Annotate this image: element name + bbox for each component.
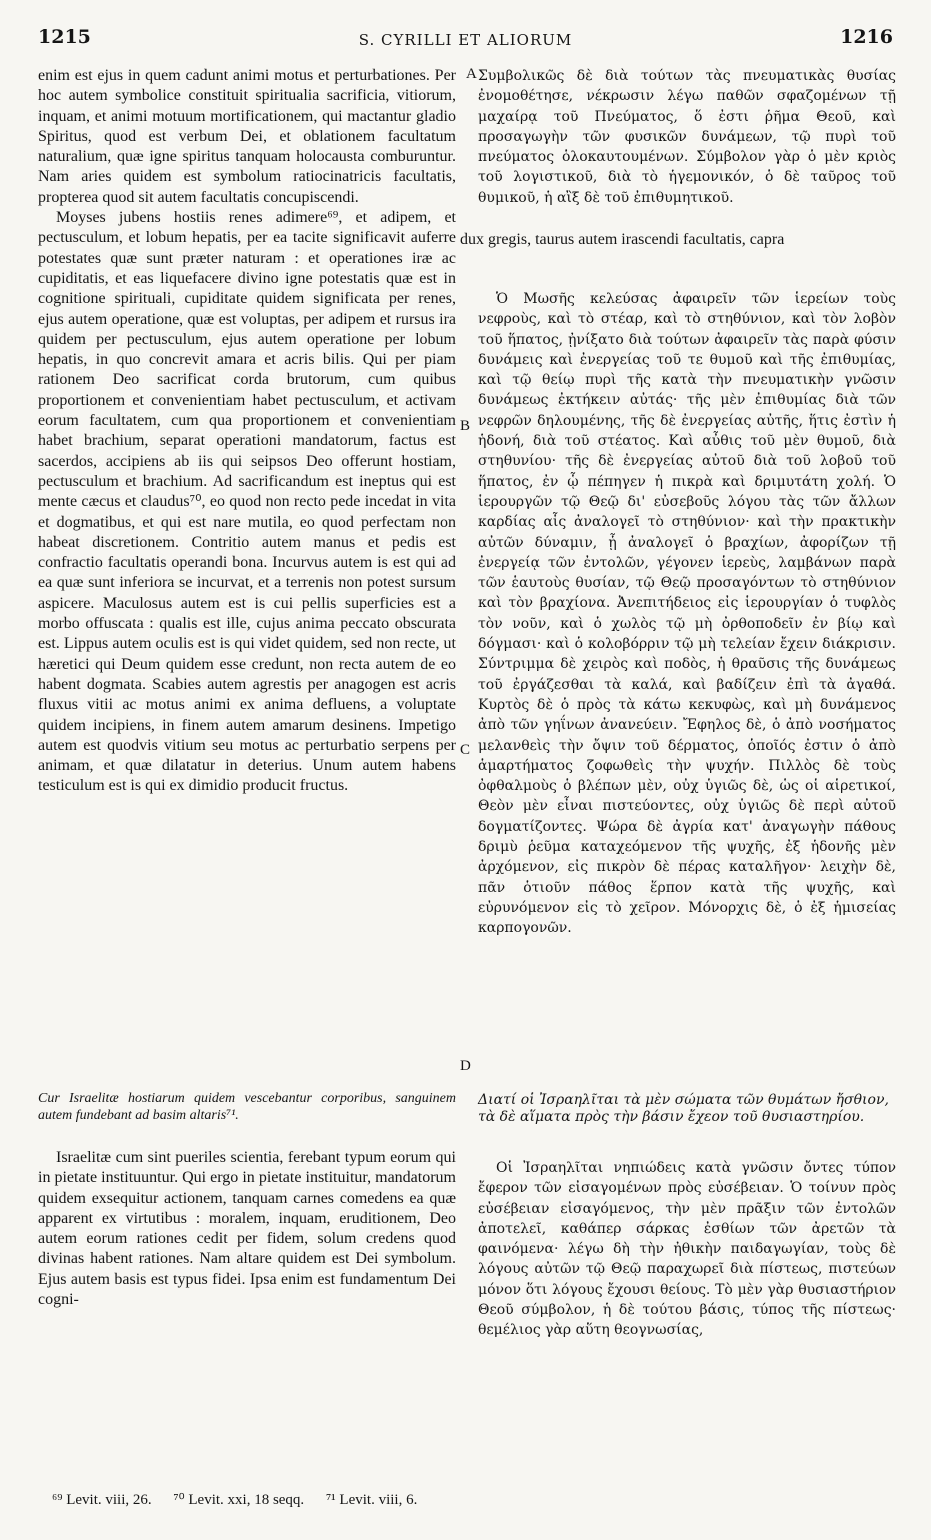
page-number-right: 1216 [840,26,893,48]
page-header [0,0,931,48]
margin-letter-b: B [460,418,471,434]
footnote: ⁷⁰ Levit. xxi, 18 seqq. [173,1492,305,1508]
greek-paragraph-1: Συμβολικῶς δὲ διὰ τούτων τὰς πνευματικὰς θυσίας ἐνομοθέτησε, νέκρωσιν λέγω παθῶν σφαζομένων τῇ μαχαίρᾳ τοῦ Πνεύματος, ὅ ἐστι ῥῆμα Θεοῦ, καὶ προσαγωγὴν τῶν φυσικῶν δυνάμεων, τῷ πυρὶ τοῦ πνεύματος ὁλοκαυτουμένων. Σύμβολον γὰρ ὁ μὲν κριὸς τοῦ λογιστικοῦ, διὰ τὸ ἡγεμονικόν, ὁ δὲ ταῦρος τοῦ θυμικοῦ, ἡ αἲξ δὲ τοῦ ἐπιθυμητικοῦ. [478,68,896,206]
page-number-left: 1215 [38,26,91,48]
margin-letter-a: A [466,66,477,82]
footnotes [52,1490,902,1509]
latin-section-heading: Cur Israelitæ hostiarum quidem vescebantur corporibus, sanguinem autem fundebant ad basim altaris⁷¹. [38,1091,456,1123]
greek-column [460,66,896,1076]
margin-letter-d: D [460,1058,471,1074]
margin-letter-c: C [460,742,471,758]
latin-paragraph-1: enim est ejus in quem cadunt animi motus et perturbationes. Per hoc autem symbolice constituit spiritualia sacrificia, vitiorum, inquam, et animi motuum mortificationem, qui mactantur gladio Spiritus, quod est verbum Dei, et oblationem facultatum naturalium, quæ igne spiritus tanquam holocausta comburuntur. Nam aries quidem est symbolum ratiocinatricis facultatis, propterea quod sit autem facultatis concupiscendi. [38,67,456,206]
greek-section-heading: Διατί οἱ Ἰσραηλῖται τὰ μὲν σώματα τῶν θυμάτων ἤσθιον, τὰ δὲ αἵματα πρὸς τὴν βάσιν ἔχεον τοῦ θυσιαστηρίου. [478,1092,889,1125]
latin-paragraph-2: Moyses jubens hostiis renes adimere⁶⁹, et adipem, et pectusculum, et lobum hepatis, per ea tacite significavit auferre potestates quæ sunt præter naturam : et operationes iræ ac cupiditatis, et eas liquefacere divino igne potestatis quæ est in cognitione spirituali, cupiditate quidem significata per renes, ejus autem operatione, quæ est voluptas, per adipem et rursus ira quidem per pectusculum, ejus autem operatione per lobum hepatis, in quo concrevit amara et acris bilis. Qui per piam rationem Deo sacrificat corda brutorum, cum quibus proportionem et convenientiam habet pectusculum, et activam eorum facultatem, cum qua proportionem et convenientiam habet brachium, separat operationi mandatorum, factus est sacerdos, accipiens ab iis qui seipsos Deo offerunt hostiam, pectusculum et brachium. Ad sacrificandum est ineptus qui est mente cæcus et claudus⁷⁰, eo quod non recto pede incedat in vita et dogmatibus, et qui est nare mutila, eo quod perfectam non habeat discretionem. Contritio autem manus et pedis est confractio facultatis operandi bona. Incurvus autem is est qui ad ea quæ sunt inferiora se incurvat, et a terrenis non potest sursum aspicere. Maculosus autem est is cui pellis superficies est a morbo offuscata : qualis est ille, cujus anima peccato obscurata est. Lippus autem oculis est is qui videt quidem, sed non recte, ut hæretici qui Deum quidem esse credunt, non recta autem de eo habent dogmata. Scabies autem agrestis per anagogen est acris fluxus vitii ac motus animi ex anima defluens, a voluptate quidem incipiens, in finem autem amarum desinens. Impetigo autem est quodvis vitium seu motus ac perturbatio serpens per animam, et quæ dilatatur in deterius. Unum autem habens testiculum est is qui ex dimidio producit fructus. [38,209,456,795]
footnote: ⁶⁹ Levit. viii, 26. [52,1492,152,1508]
greek-paragraph-3: Οἱ Ἰσραηλῖται νηπιώδεις κατὰ γνῶσιν ὄντες τύπον ἔφερον τῶν εἰσαγομένων πρὸς εὐσέβειαν. Ὁ τοίνυν πρὸς εὐσέβειαν εἰσαγόμενος, τὴν μὲν πρᾶξιν τῶν ἐντολῶν ἀποτελεῖ, καθάπερ σάρκας ἐσθίων τῶν ἀρετῶν τὰ φαινόμενα· λέγω δὴ τὴν ἠθικὴν παιδαγωγίαν, τοὺς δὲ λόγους αὐτῶν τῷ Θεῷ παραχωρεῖ διὰ πίστεως, πιστεύων μόνον ὅτι λόγους ἔχουσι θείους. Τὸ μὲν γὰρ θυσιαστήριον Θεοῦ σύμβολον, ἡ δὲ τούτου βάσις, τύπος τῆς πίστεως· θεμέλιος γὰρ αὕτη θεογνωσίας, [478,1160,896,1339]
latin-section-body [38,1148,456,1310]
latin-paragraph-3: Israelitæ cum sint pueriles scientia, ferebant typum eorum qui in pietate instituuntur. Qui ergo in pietate instituitur, mandatorum quidem exsequitur actionem, tanquam carnes comedens ea quæ apparent ex virtutibus : moralem, inquam, eruditionem, Deo autem eorum rationes cedit per fidem, solum credens quod divinas habent rationes. Nam altare quidem est Dei symbolum. Ejus autem basis est typus fidei. Ipsa enim est fundamentum Dei cogni- [38,1149,456,1309]
running-title: S. CYRILLI ET ALIORUM [358,31,573,49]
latin-column [38,66,456,1076]
latin-continuation-line: dux gregis, taurus autem irascendi facultatis, capra [460,231,785,248]
footnote: ⁷¹ Levit. viii, 6. [325,1492,418,1508]
greek-paragraph-2: Ὁ Μωσῆς κελεύσας ἀφαιρεῖν τῶν ἱερείων τοὺς νεφροὺς, καὶ τὸ στέαρ, καὶ τὸ στηθύνιον, καὶ τὸν λοβὸν τοῦ ἥπατος, ᾐνίξατο διὰ τούτων ἀφαιρεῖν τὰς παρὰ φύσιν δυνάμεις καὶ ἐνεργείας τοῦ τε θυμοῦ καὶ τῆς ἐπιθυμίας, καὶ τῷ θείῳ πυρὶ τῆς κατὰ τὴν πνευματικὴν γνῶσιν δυνάμεως ἐκτήκειν αὐτάς· τῆς μὲν ἐπιθυμίας διὰ τῶν νεφρῶν δηλουμένης, τῆς δὲ ἐνεργείας αὐτῆς, ἥτις ἐστὶν ἡ ἡδονή, διὰ τοῦ στέατος. Καὶ αὖθις τοῦ μὲν θυμοῦ, διὰ στηθυνίου· τῆς δὲ ἐνεργείας αὐτοῦ διὰ τοῦ λοβοῦ τοῦ ἥπατος, ἐν ᾧ πέπηγεν ἡ πικρὰ καὶ δριμυτάτη χολή. Ὁ ἱερουργῶν τῷ Θεῷ δι' εὐσεβοῦς λόγου τὰς τῶν ἄλλων καρδίας αἷς ἀναλογεῖ τὸ στηθύνιον· καὶ τὴν πρακτικὴν αὐτῶν δύναμιν, ᾗ ἀναλογεῖ ὁ βραχίων, ἀφορίζων τῇ ἐνεργείᾳ τῶν ἐντολῶν, γέγονεν ἱερεὺς, λαμβάνων παρὰ τῶν ἑαυτοὺς θυσίαν, τῷ Θεῷ προσαγόντων τὸ στηθύνιον καὶ τὸν βραχίονα. Ἀνεπιτήδειος εἰς ἱερουργίαν ὁ τυφλὸς τὸν νοῦν, καὶ ὁ χωλὸς τῷ μὴ ὀρθοποδεῖν ἐν βίῳ καὶ δόγμασι· καὶ ὁ κολοβόρριν τῷ μὴ τελείαν ἔχειν διάκρισιν. Σύντριμμα δὲ χειρὸς καὶ ποδὸς, ἡ θραῦσις τῆς δυνάμεως τοῦ ἐργάζεσθαι τὰ καλά, καὶ βαδίζειν ἐπὶ τὰ ἀγαθά. Κυρτὸς δὲ ὁ πρὸς τὰ κάτω κεκυφὼς, καὶ μὴ δυνάμενος ἀπὸ τῶν γηΐνων ἀνανεύειν. Ἔφηλος δὲ, ὁ ἀπὸ νοσήματος μελανθεὶς τὴν ὄψιν τοῦ δέρματος, ὁποῖός ἐστιν ὁ ἀπὸ ἁμαρτήματος ζοφωθεὶς τὴν ψυχήν. Πιλλὸς δὲ τοὺς ὀφθαλμοὺς ὁ βλέπων μὲν, οὐχ ὑγιῶς δὲ, ὡς οἱ αἱρετικοί, Θεὸν μὲν εἶναι πιστεύοντες, οὐχ ὑγιῶς δὲ περὶ αὐτοῦ δογματίζοντες. Ψώρα δὲ ἀγρία κατ' ἀναγωγὴν πάθους δριμὺ ῥεῦμα καταχεόμενον τῆς ψυχῆς, ἐξ ἡδονῆς μὲν ἀρχόμενον, εἰς πικρὸν δὲ πέρας καταλῆγον· λειχὴν δὲ, πᾶν ὁτιοῦν πάθος ἕρπον κατὰ τῆς ψυχῆς, καὶ εὐρυνόμενον εἰς τὸ χεῖρον. Μόνορχις δὲ, ὁ ἐξ ἡμισείας καρπογονῶν. [478,291,896,937]
greek-section-body [478,1158,896,1341]
